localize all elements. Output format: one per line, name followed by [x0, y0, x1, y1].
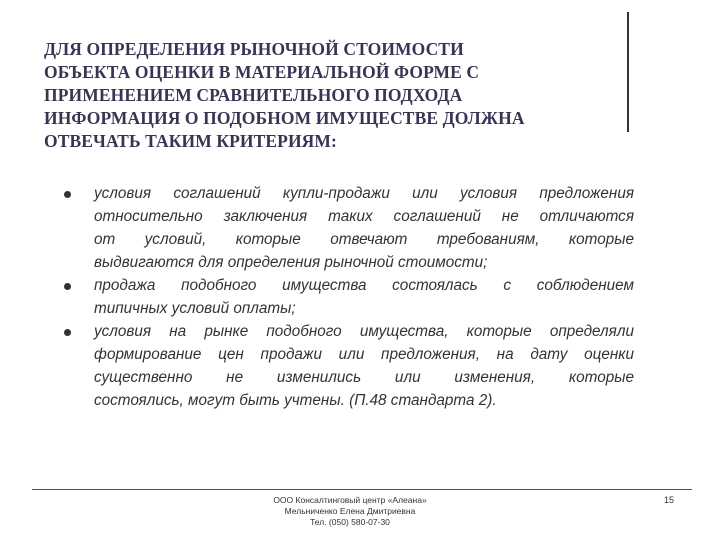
criteria-line: продажа подобного имущества состоялась с соблюдением [94, 277, 634, 294]
heading-line: ИНФОРМАЦИЯ О ПОДОБНОМ ИМУЩЕСТВЕ ДОЛЖНА [44, 108, 525, 128]
footer-person: Мельниченко Елена Дмитриевна [284, 506, 416, 516]
criteria-item [64, 274, 634, 320]
criteria-line: состоялись, могут быть учтены. (П.48 стандарта 2). [94, 392, 497, 409]
heading-line: ПРИМЕНЕНИЕМ СРАВНИТЕЛЬНОГО ПОДХОДА [44, 85, 463, 105]
decorative-vertical-line [627, 12, 629, 132]
criteria-item [64, 182, 634, 274]
footer-company: ООО Консалтинговый центр «Алеана» [273, 495, 427, 505]
criteria-line: существенно не изменились или изменения, которые [94, 369, 634, 386]
criteria-line: от условий, которые отвечают требованиям, которые [94, 231, 634, 248]
heading-line: ОТВЕЧАТЬ ТАКИМ КРИТЕРИЯМ: [44, 131, 337, 151]
criteria-line: относительно заключения таких соглашений не отличаются [94, 208, 634, 225]
criteria-line: условия соглашений купли-продажи или условия предложения [94, 185, 634, 202]
bullet-icon [64, 329, 71, 336]
footer-phone: Тел. (050) 580-07-30 [310, 517, 390, 527]
criteria-line: выдвигаются для определения рыночной стоимости; [94, 254, 488, 271]
criteria-line: формирование цен продажи или предложения, на дату оценки [94, 346, 634, 363]
heading-line: ДЛЯ ОПРЕДЕЛЕНИЯ РЫНОЧНОЙ СТОИМОСТИ [44, 39, 464, 59]
bullet-icon [64, 191, 71, 198]
criteria-list [64, 182, 634, 412]
page-number: 15 [664, 495, 675, 505]
criteria-line: условия на рынке подобного имущества, которые определяли [94, 323, 634, 340]
slide-heading [44, 38, 619, 153]
heading-line: ОБЪЕКТА ОЦЕНКИ В МАТЕРИАЛЬНОЙ ФОРМЕ С [44, 62, 480, 82]
footer-divider [32, 489, 692, 490]
criteria-line: типичных условий оплаты; [94, 300, 296, 317]
criteria-item [64, 320, 634, 412]
footer-contact [200, 495, 500, 528]
bullet-icon [64, 283, 71, 290]
